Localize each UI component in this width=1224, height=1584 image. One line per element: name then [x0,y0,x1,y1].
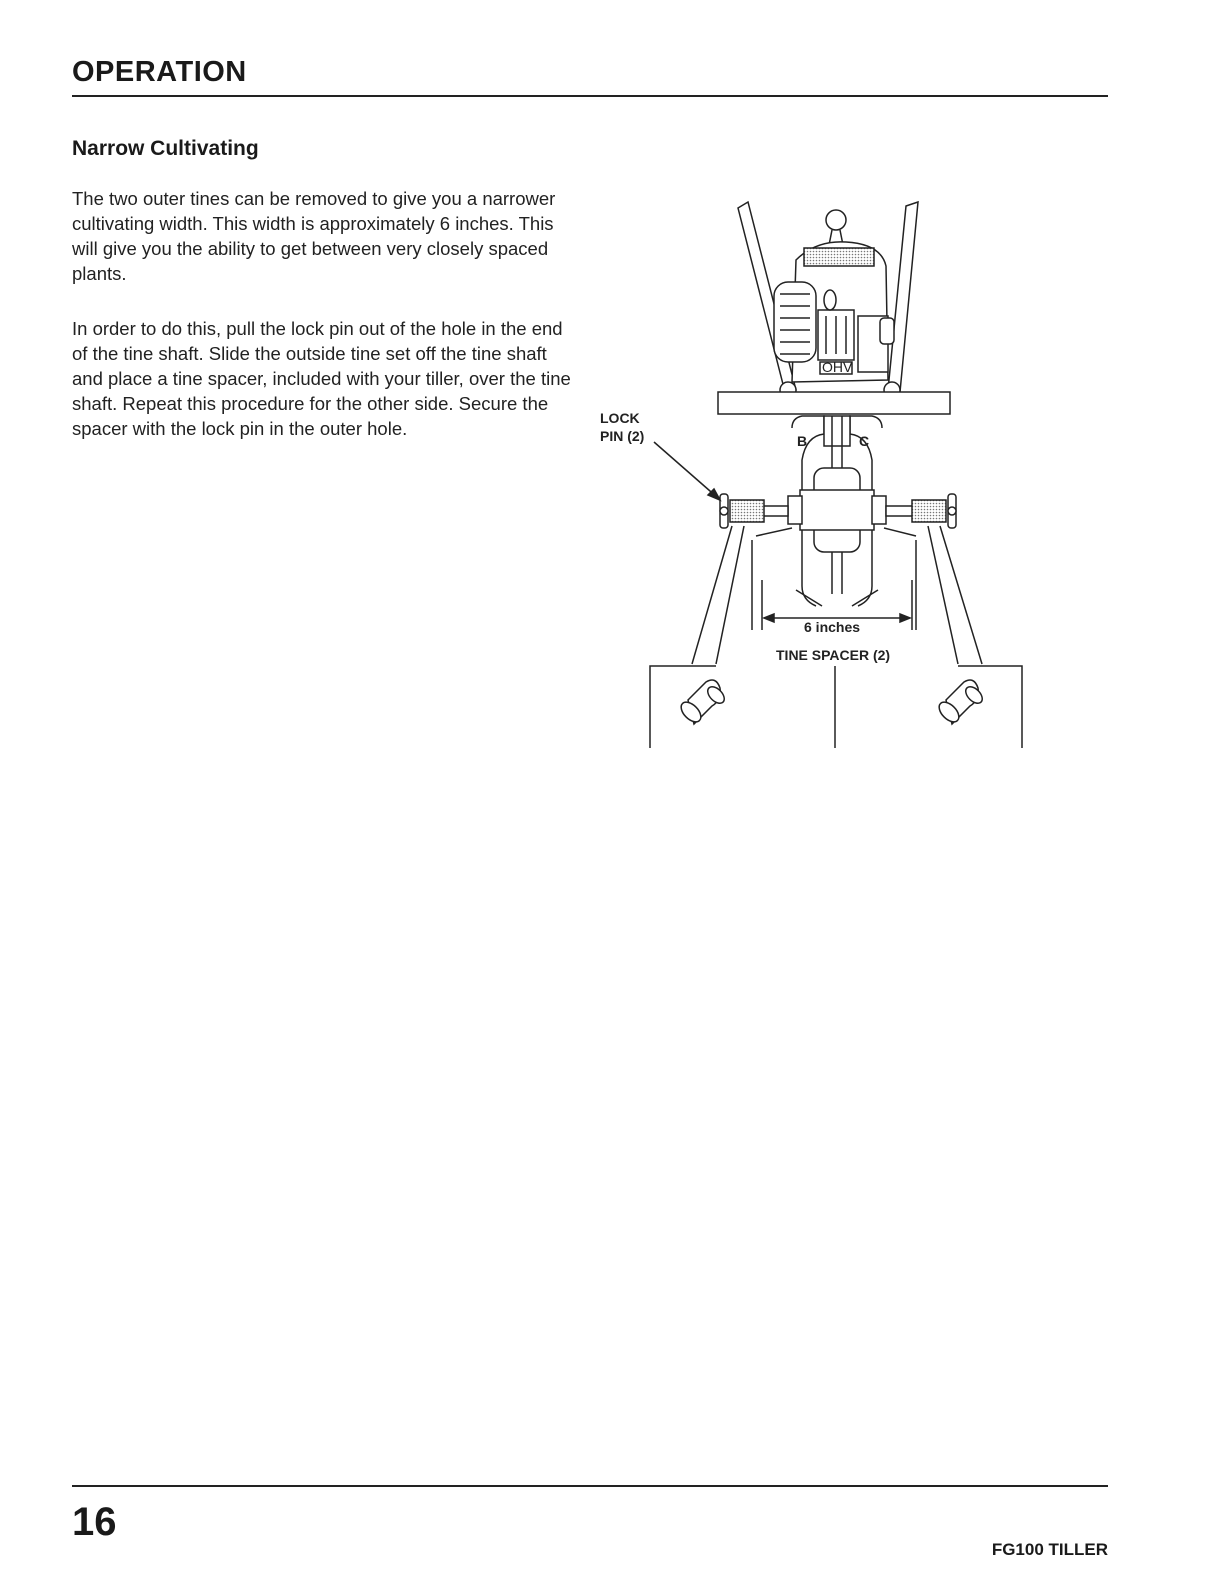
page-number: 16 [72,1500,117,1544]
tine-spacer-label: TINE SPACER (2) [776,647,891,663]
paragraph-procedure: In order to do this, pull the lock pin out of the hole in the end of the tine shaft. Slide the outside tine set off the tine shaft and place a tine spacer, included with your tiller, over the tine shaft. Repeat this procedure for the other side. Secure the spacer with the lock pin in the outer hole. [72,318,571,439]
tine-shield-plate [718,392,950,414]
tine-spacer-part-left [678,680,728,725]
tiller-diagram [596,190,1036,750]
width-label: 6 inches [804,619,861,635]
paragraph-intro: The two outer tines can be removed to give you a narrower cultivating width. This width is approximately 6 inches. This will give you the ability to get between very closely spaced plants. [72,188,556,284]
lock-pin-label-line2: PIN (2) [600,428,645,444]
lock-pin-leader [654,442,720,500]
ohv-label: OHV [822,359,853,375]
page-section-title: OPERATION [72,56,247,88]
header-divider [72,95,1108,97]
lock-pin-label-line1: LOCK [600,410,640,426]
tiller-diagram-svg [596,190,1036,750]
b-label: B [797,433,808,449]
subsection-heading: Narrow Cultivating [72,137,259,160]
tine-spacer-part-right [936,680,986,725]
c-label: C [859,433,870,449]
footer-divider [72,1485,1108,1487]
document-title: FG100 TILLER [991,1540,1108,1559]
tine-assembly [758,416,916,606]
